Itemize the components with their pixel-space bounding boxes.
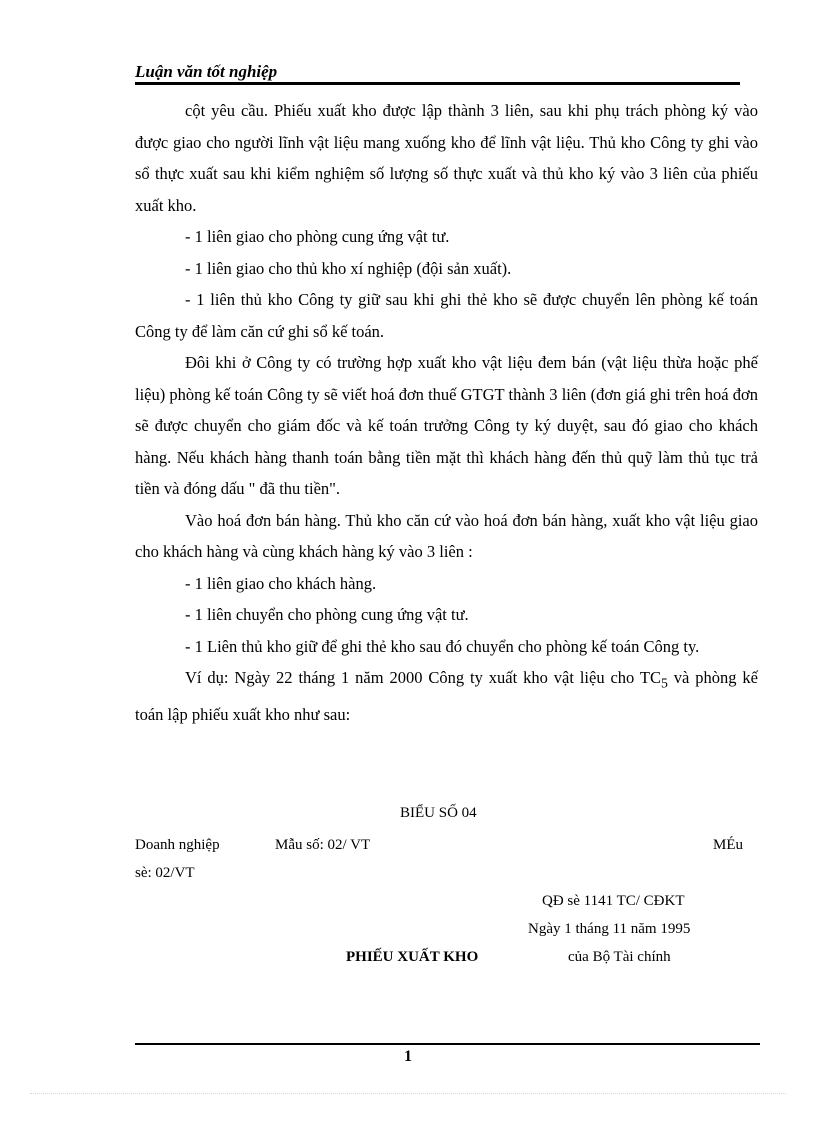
bottom-dotted-line xyxy=(30,1093,786,1094)
paragraph: Vào hoá đơn bán hàng. Thủ kho căn cứ vào hoá đơn bán hàng, xuất kho vật liệu giao cho khách hàng và cùng khách hàng ký vào 3 liên : xyxy=(135,510,758,561)
paragraph: - 1 liên chuyển cho phòng cung ứng vật tư. xyxy=(185,605,469,624)
mau-so-label: Mẫu số: 02/ VT xyxy=(275,837,371,853)
decision-number: QĐ sè 1141 TC/ CĐKT xyxy=(542,893,685,909)
ministry-label: của Bộ Tài chính xyxy=(568,949,671,965)
example-tail: và phòng kế toán lập phiếu xuất kho như sau: xyxy=(135,668,758,724)
paragraph: - 1 Liên thủ kho giữ để ghi thẻ kho sau đó chuyển cho phòng kế toán Công ty. xyxy=(185,636,700,656)
paragraph: cột yêu cầu. Phiếu xuất kho được lập thành 3 liên, sau khi phụ trách phòng ký vào được giao cho người lĩnh vật liệu mang xuống kho để lĩnh vật liệu. Thủ kho Công ty ghi vào sổ thực xuất sau khi kiểm nghiệm số lượng số thực xuất và thủ kho ký vào 3 liên của phiếu xuất kho. xyxy=(135,101,758,215)
body-text xyxy=(135,95,758,730)
decision-date: Ngày 1 tháng 11 năm 1995 xyxy=(528,921,691,937)
bieu-so-label: BIỂU SỐ 04 xyxy=(400,805,477,821)
page-number: 1 xyxy=(404,1048,412,1065)
paragraph: - 1 liên giao cho thủ kho xí nghiệp (đội sản xuất). xyxy=(185,258,512,278)
paragraph: - 1 liên thủ kho Công ty giữ sau khi ghi thẻ kho sẽ được chuyển lên phòng kế toán Công ty để làm căn cứ ghi sổ kế toán. xyxy=(135,290,758,341)
document-header-title: Luận văn tốt nghiệp xyxy=(135,62,278,81)
example-text: Ví dụ: Ngày 22 tháng 1 năm 2000 Công ty xuất kho vật liệu cho TC xyxy=(185,668,661,687)
doanh-nghiep-label: Doanh nghiệp xyxy=(135,837,220,853)
example-paragraph xyxy=(135,662,758,730)
meu-label-end: sè: 02/VT xyxy=(135,865,195,881)
form-title: PHIẾU XUẤT KHO xyxy=(346,949,479,965)
header-rule xyxy=(135,82,740,85)
paragraph: Đôi khi ở Công ty có trường hợp xuất kho vật liệu đem bán (vật liệu thừa hoặc phế liệu) phòng kế toán Công ty sẽ viết hoá đơn thuế GTGT thành 3 liên (đơn giá ghi trên hoá đơn sẽ được chuyển cho giám đốc và kế toán trưởng Công ty ký duyệt, sau đó giao cho khách hàng. Nếu khách hàng thanh toán bằng tiền mặt thì khách hàng đến thủ quỹ làm thủ tục trả tiền và đóng dấu " đã thu tiền". xyxy=(135,353,758,498)
paragraph: - 1 liên giao cho phòng cung ứng vật tư. xyxy=(185,227,450,246)
example-subscript: 5 xyxy=(661,675,668,691)
paragraph: - 1 liên giao cho khách hàng. xyxy=(185,573,377,593)
footer-rule xyxy=(135,1043,760,1045)
meu-label-start: MÉu xyxy=(713,837,743,853)
